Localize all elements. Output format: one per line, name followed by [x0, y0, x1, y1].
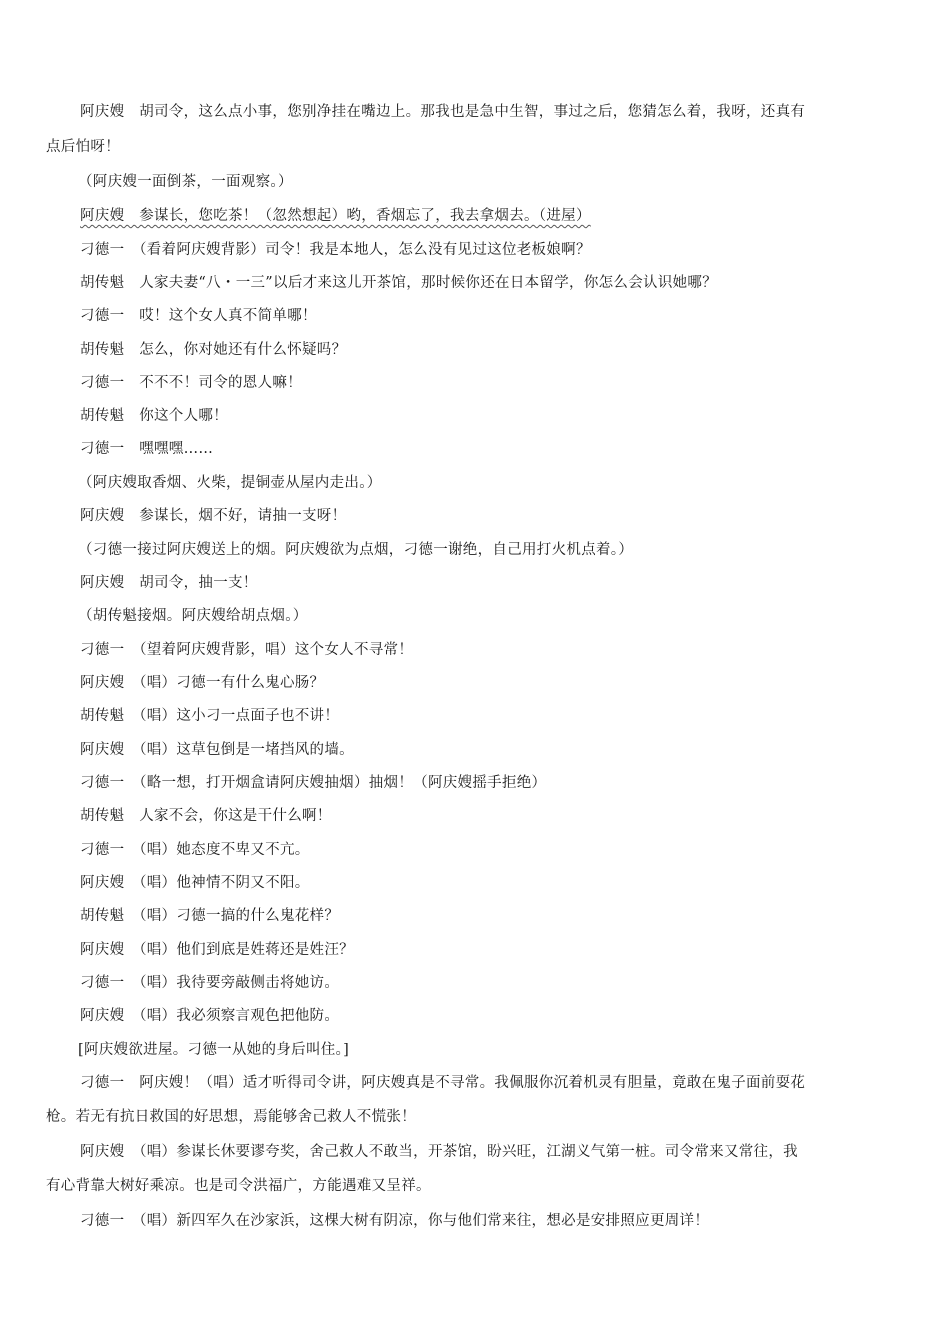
text-line-28: 阿庆嫂 （唱）我必须察言观色把他防。 [80, 1008, 340, 1024]
text-line-8: 胡传魁 怎么，你对她还有什么怀疑吗？ [80, 342, 347, 358]
stage-direction-1: （阿庆嫂一面倒茶，一面观察。） [78, 174, 293, 190]
text-line-7: 刁德一 哎！这个女人真不简单哪！ [80, 308, 317, 324]
stage-direction-4: （胡传魁接烟。阿庆嫂给胡点烟。） [78, 608, 308, 624]
text-line-15: 阿庆嫂 胡司令，抽一支！ [80, 575, 258, 591]
text-line-11: 刁德一 嘿嘿嘿…… [80, 441, 214, 457]
text-line-19: 胡传魁 （唱）这小刁一点面子也不讲！ [80, 708, 340, 724]
text-line-13: 阿庆嫂 参谋长，烟不好，请抽一支呀！ [80, 508, 347, 524]
text-line-26: 阿庆嫂 （唱）他们到底是姓蒋还是姓汪？ [80, 942, 354, 958]
text-line-23: 刁德一 （唱）她态度不卑又不亢。 [80, 842, 310, 858]
text-line-30: 刁德一 阿庆嫂！（唱）适才听得司令讲，阿庆嫂真是不寻常。我佩服你沉着机灵有胆量，竟敢在鬼子面前耍花 [80, 1075, 806, 1091]
text-line-17: 刁德一 （望着阿庆嫂背影，唱）这个女人不寻常！ [80, 642, 414, 658]
text-line-24: 阿庆嫂 （唱）他神情不阴又不阳。 [80, 875, 310, 891]
text-line-21: 刁德一 （略一想，打开烟盒请阿庆嫂抽烟）抽烟！（阿庆嫂摇手拒绝） [80, 775, 547, 791]
text-line-25: 胡传魁 （唱）刁德一搞的什么鬼花样？ [80, 908, 340, 924]
text-line-9: 刁德一 不不不！司令的恩人嘛！ [80, 375, 302, 391]
text-line-4: 阿庆嫂 参谋长，您吃茶！（忽然想起）哟，香烟忘了，我去拿烟去。（进屋） [80, 208, 591, 224]
text-line-31: 枪。若无有抗日救国的好思想，焉能够舍己救人不慌张！ [46, 1109, 416, 1125]
stage-direction-2: （阿庆嫂取香烟、火柴，提铜壶从屋内走出。） [78, 475, 382, 491]
stage-direction-5: [阿庆嫂欲进屋。刁德一从她的身后叫住。] [78, 1042, 350, 1058]
text-line-1: 阿庆嫂 胡司令，这么点小事，您别净挂在嘴边上。那我也是急中生智，事过之后，您猜怎么着，我呀，还真有 [80, 104, 806, 120]
text-line-32: 阿庆嫂 （唱）参谋长休要谬夸奖，舍己救人不敢当，开茶馆，盼兴旺，江湖义气第一桩。司令常来又常往，我 [80, 1144, 798, 1160]
stage-direction-3: （刁德一接过阿庆嫂送上的烟。阿庆嫂欲为点烟，刁德一谢绝，自己用打火机点着。） [78, 542, 634, 558]
text-line-33: 有心背靠大树好乘凉。也是司令洪福广，方能遇难又呈祥。 [46, 1178, 431, 1194]
text-line-22: 胡传魁 人家不会，你这是干什么啊！ [80, 808, 332, 824]
text-line-5: 刁德一 （看着阿庆嫂背影）司令！我是本地人，怎么没有见过这位老板娘啊？ [80, 242, 591, 258]
text-line-2: 点后怕呀！ [46, 139, 120, 155]
text-line-34: 刁德一 （唱）新四军久在沙家浜，这棵大树有阴凉，你与他们常来往，想必是安排照应更周详！ [80, 1213, 710, 1229]
text-line-27: 刁德一 （唱）我待要旁敲侧击将她访。 [80, 975, 340, 991]
text-line-18: 阿庆嫂 （唱）刁德一有什么鬼心肠？ [80, 675, 325, 691]
text-line-10: 胡传魁 你这个人哪！ [80, 408, 228, 424]
text-line-6: 胡传魁 人家夫妻“八・一三”以后才来这儿开茶馆，那时候你还在日本留学，你怎么会认识她哪？ [80, 275, 718, 291]
text-line-20: 阿庆嫂 （唱）这草包倒是一堵挡风的墙。 [80, 742, 354, 758]
